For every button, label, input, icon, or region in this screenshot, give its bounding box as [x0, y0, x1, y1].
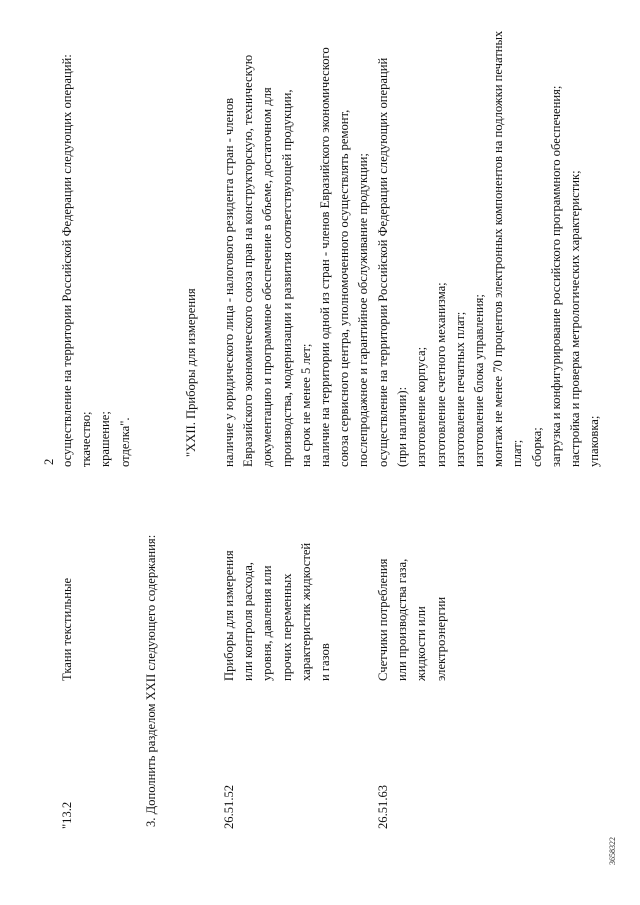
desc-line: плат;: [510, 439, 525, 467]
desc-line: отделка".: [117, 417, 132, 467]
desc-line: ткачество;: [79, 411, 94, 467]
name-line: или контроля расхода,: [241, 562, 256, 681]
desc-line: изготовление счетного механизма;: [433, 282, 448, 467]
name-line: уровня, давления или: [260, 565, 275, 681]
desc-line: сборка;: [529, 427, 544, 467]
desc-line: наличие на территории одной из стран - членов Евразийского экономического: [318, 47, 333, 467]
desc-line: союза сервисного центра, уполномоченного осуществлять ремонт,: [337, 109, 352, 467]
row-code-26-51-52: 26.51.52: [222, 784, 236, 829]
name-line: характеристик жидкостей: [298, 542, 313, 681]
desc-line: наличие у юридического лица - налогового резидента стран - членов: [222, 97, 236, 467]
desc-line: (при наличии):: [395, 386, 410, 467]
row-code-13-2: "13.2: [60, 801, 74, 829]
desc-line: осуществление на территории Российской Федерации следующих операций:: [60, 54, 74, 467]
desc-line: послепродажное и гарантийное обслуживание продукции;: [356, 153, 371, 467]
desc-line: крашение;: [98, 411, 113, 467]
desc-line: документацию и программное обеспечение в объеме, достаточном для: [260, 87, 275, 467]
name-line: электроэнергии: [433, 596, 448, 681]
desc-line: настройка и проверка метрологических характеристик;: [568, 170, 583, 467]
desc-line: упаковка;: [587, 415, 602, 467]
desc-line: осуществление на территории Российской Федерации следующих операций: [376, 57, 390, 467]
desc-line: изготовление печатных плат;: [452, 311, 467, 467]
row-code-26-51-63: 26.51.63: [376, 784, 390, 829]
name-line: Ткани текстильные: [60, 577, 74, 681]
name-line: прочих переменных: [279, 573, 294, 681]
name-line: Приборы для измерения: [222, 550, 236, 681]
desc-line: изготовление блока управления;: [472, 294, 487, 467]
name-line: Счетчики потребления: [376, 558, 390, 681]
name-line: и газов: [318, 643, 333, 681]
page-number: 2: [42, 458, 56, 465]
desc-line: изготовление корпуса;: [414, 346, 429, 467]
name-line: или производства газа,: [395, 558, 410, 681]
document-id-text: 3658322: [608, 837, 617, 865]
desc-line: загрузка и конфигурирование российского программного обеспечения;: [548, 85, 563, 467]
desc-line: монтаж не менее 70 процентов электронных компонентов на подложки печатных: [491, 30, 506, 467]
desc-line: производства, модернизации и развития соответствующей продукции,: [279, 89, 294, 467]
desc-line: на срок не менее 5 лет;: [298, 343, 313, 467]
section-intro: 3. Дополнить разделом XXII следующего содержания:: [144, 534, 158, 827]
desc-line: Евразийского экономического союза прав на конструкторскую, техническую: [241, 54, 256, 467]
name-line: жидкости или: [414, 606, 429, 681]
section-heading: "XXII. Приборы для измерения: [184, 288, 198, 457]
